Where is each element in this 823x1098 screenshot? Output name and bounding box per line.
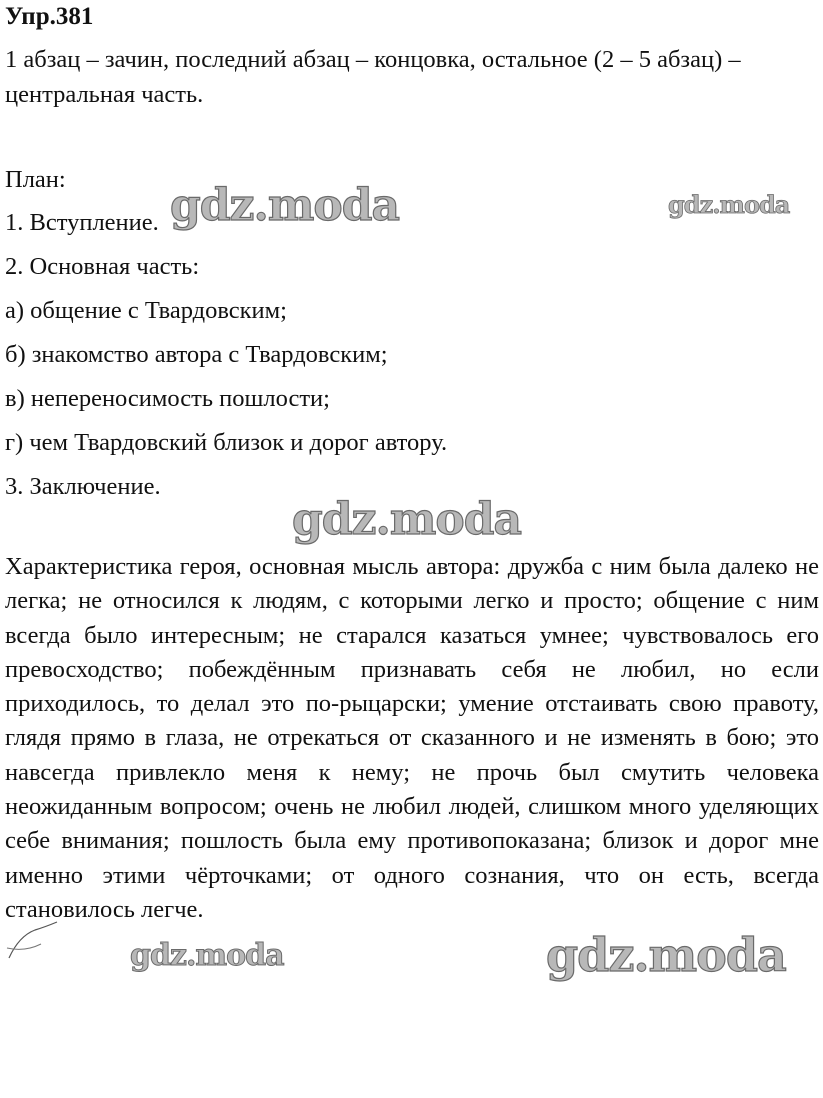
watermark-logo: gdz.moda [130,938,284,973]
watermark-logo: gdz.moda [546,928,786,982]
plan-item: 2. Основная часть: [5,253,200,280]
plan-item: а) общение с Твардовским; [5,297,287,324]
plan-item: г) чем Твардовский близок и дорог автору. [5,429,448,456]
watermark-logo: gdz.moda [170,180,400,231]
plan-item: б) знакомство автора с Твардовским; [5,341,388,368]
watermark-logo: gdz.moda [292,494,522,545]
pen-scribble-mark [5,918,65,968]
plan-heading: План: [5,166,66,193]
plan-item: 1. Вступление. [5,209,159,236]
intro-paragraph: 1 абзац – зачин, последний абзац – концовка, остальное (2 – 5 абзац) – центральная часть. [5,46,741,108]
plan-item: в) непереносимость пошлости; [5,385,330,412]
watermark-logo: gdz.moda [668,190,790,219]
exercise-title: Упр.381 [5,3,94,30]
characteristic-paragraph: Характеристика героя, основная мысль автора: дружба с ним была далеко не легка; не относился к людям, с которыми легко и просто; общение с ним всегда было интересным; не старался казаться умнее; чувствовалось его превосходство; побеждённым признавать себя не любил, но если приходилось, то делал это по-рыцарски; умение отстаивать свою правоту, глядя прямо в глаза, не отрекаться от сказанного и не изменять в бою; это навсегда привлекло меня к нему; не прочь был смутить человека неожиданным вопросом; очень не любил людей, слишком много уделяющих себе внимания; пошлость была ему противопоказана; близок и дорог мне именно этими чёрточками; от одного сознания, что он есть, всегда становилось легче. [5,553,819,923]
plan-item: 3. Заключение. [5,473,161,500]
